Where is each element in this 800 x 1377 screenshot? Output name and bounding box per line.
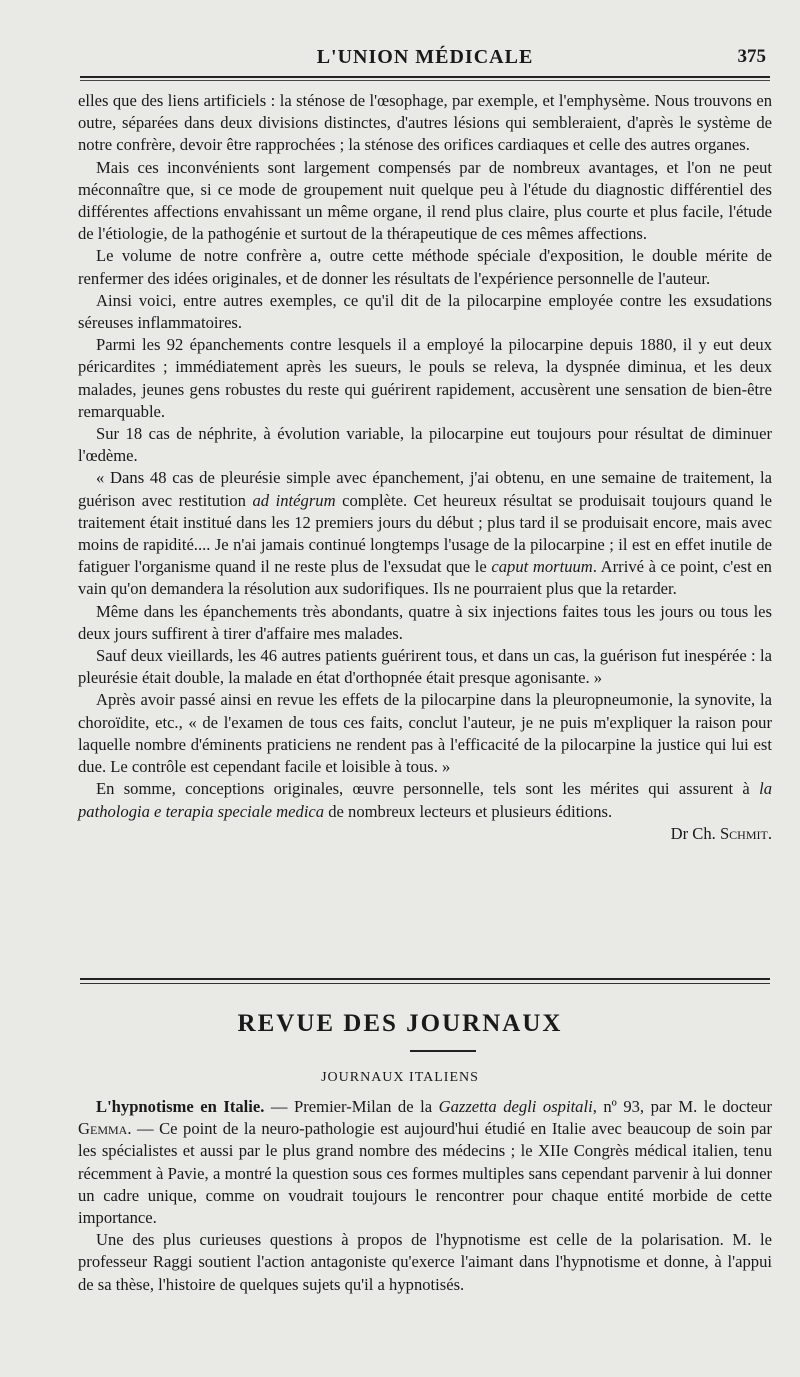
paragraph <box>78 601 772 645</box>
header-rule-thin <box>80 80 770 81</box>
paragraph <box>78 290 772 334</box>
signature-name: Schmit. <box>719 823 772 843</box>
paragraph <box>78 157 772 246</box>
paragraph <box>78 1096 772 1229</box>
italic-text: Gazzetta degli ospitali <box>438 1097 593 1116</box>
book-review-article <box>78 90 772 845</box>
article-paragraphs <box>78 1096 772 1296</box>
text-run: Sur 18 cas de néphrite, à évolution variable, la pilocarpine eut toujours pour résultat de diminuer l'œdème. <box>78 424 772 466</box>
text-run: Parmi les 92 épanchements contre lesquels il a employé la pilocarpine depuis 1880, il y eut deux péricardites ; immédiatement après les sueurs, le pouls se releva, la dyspnée diminua, et les deux malades, jeunes gens robustes du reste qui guérirent rapidement, accusèrent une sensation de bien-être remarquable. <box>78 335 772 421</box>
text-run: « Dans 48 cas de pleurésie simple avec épanchement, j'ai obtenu, en une semaine de traitement, la guérison avec restitution <box>78 468 772 510</box>
text-run: , nº 93, par M. le docteur <box>592 1097 772 1116</box>
paragraph <box>78 467 772 600</box>
italic-text: caput mortuum <box>491 557 593 577</box>
text-run: complète. Cet heureux résultat se produisait toujours quand le traitement était institué dans les 12 premiers jours du début ; plus tard il se produisait encore, mais avec moins de rapidité.... Je n'ai jamais continué longtemps l'usage de la pilocarpine ; il est en effet inutile de fatiguer l'organisme quand il ne reste plus de l'exsudat que le <box>78 490 772 577</box>
article-heading: L'hypnotisme en Italie. <box>96 1097 265 1116</box>
paragraph <box>78 90 772 157</box>
text-run: Sauf deux vieillards, les 46 autres patients guérirent tous, et dans un cas, la guérison fut inespérée : la pleurésie était double, la malade en état d'orthopnée était presque agonisante. » <box>78 646 772 688</box>
author-name: Gemma <box>78 1119 128 1139</box>
article-paragraphs <box>78 90 772 823</box>
section-divider-thin <box>80 983 770 984</box>
running-header <box>80 40 770 76</box>
page-number: 375 <box>737 46 766 67</box>
section-title: REVUE DES JOURNAUX <box>237 1010 563 1037</box>
text-run: En somme, conceptions originales, œuvre personnelle, tels sont les mérites qui assurent à <box>96 779 760 799</box>
text-run: Ainsi voici, entre autres exemples, ce qu'il dit de la pilocarpine employée contre les exsudations séreuses inflammatoires. <box>78 290 772 333</box>
text-run: . — Ce point de la neuro-pathologie est aujourd'hui étudié en Italie avec beaucoup de soin par les spécialistes et aussi par le plus grand nombre des médecins ; le XIIe Congrès médical italien, tenu récemment à Pavie, a montré la question sous ces formes multiples sans cependant parvenir à lui donner un cadre unique, comme on voudrait toujours le rencontrer pour chaque entité morbide de cette importance. <box>78 1119 772 1228</box>
text-run: — Premier-Milan de la <box>264 1097 439 1116</box>
header-rule <box>80 76 770 78</box>
section-divider <box>80 978 770 980</box>
signature <box>78 823 772 845</box>
text-run: Même dans les épanchements très abondants, quatre à six injections faites tous les jours ou tous les deux jours suffirent à tirer d'affaire mes malades. <box>78 601 772 643</box>
paragraph <box>78 334 772 423</box>
italic-text: ad intégrum <box>252 490 336 510</box>
paragraph <box>78 423 772 467</box>
text-run: Mais ces inconvénients sont largement compensés par de nombreux avantages, et l'on ne peut méconnaître que, si ce mode de groupement nuit quelque peu à l'étude du diagnostic différentiel des différentes affections envahissant un même organe, il rend plus claire, plus courte et plus facile, l'étude de l'étiologie, de la pathogénie et surtout de la thérapeutique de ces mêmes affections. <box>78 157 772 244</box>
text-run: elles que des liens artificiels : la sténose de l'œsophage, par exemple, et l'emphysème. Nous trouvons en outre, séparées dans deux divisions distinctes, d'autres lésions qui sembleraient, d'après le système de notre confrère, devoir être rapprochées ; la sténose des orifices cardiaques et celle des autres organes. <box>78 91 772 155</box>
title-underline <box>410 1050 476 1052</box>
journal-title: L'UNION MÉDICALE <box>316 46 534 68</box>
text-run: Le volume de notre confrère a, outre cette méthode spéciale d'exposition, le double mérite de renfermer des idées originales, et de donner les résultats de l'expérience personnelle de l'auteur. <box>78 246 772 288</box>
paragraph <box>78 645 772 689</box>
paragraph <box>78 778 772 822</box>
italic-text: la pathologia e terapia speciale medica <box>78 779 772 821</box>
text-run: Une des plus curieuses questions à propos de l'hypnotisme est celle de la polarisation. M. le professeur Raggi soutient l'action antagoniste qu'exerce l'aimant dans l'hypnotisme et donne, à l'appui de sa thèse, l'histoire de quelques sujets qu'il a hypnotisés. <box>78 1230 772 1294</box>
journal-review-article <box>78 1096 772 1296</box>
paragraph <box>78 689 772 778</box>
signature-prefix: Dr Ch. <box>670 823 720 843</box>
text-run: de nombreux lecteurs et plusieurs éditions. <box>324 801 613 821</box>
section-subtitle: JOURNAUX ITALIENS <box>321 1070 479 1085</box>
text-run: Après avoir passé ainsi en revue les effets de la pilocarpine dans la pleuropneumonie, la synovite, la choroïdite, etc., « de l'examen de tous ces faits, conclut l'auteur, je ne puis m'expliquer la raison pour laquelle nombre d'éminents praticiens ne rendent pas à l'efficacité de la pilocarpine la justice qui lui est due. Le contrôle est cependant facile et loisible à tous. » <box>78 690 772 777</box>
text-run: . Arrivé à ce point, c'est en vain qu'on demandera la résolution aux sudorifiques. Ils ne pourraient plus que la retarder. <box>78 557 772 599</box>
paragraph <box>78 1229 772 1296</box>
paragraph <box>78 245 772 289</box>
